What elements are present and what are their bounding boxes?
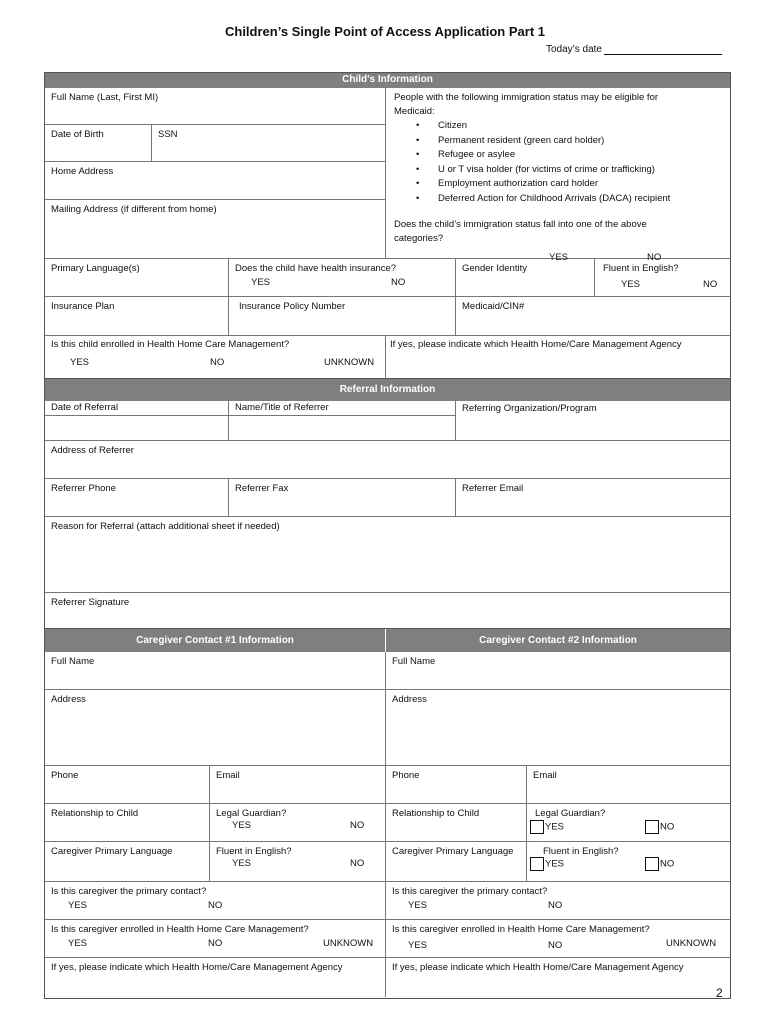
medicaid-cin-label: Medicaid/CIN# — [462, 301, 525, 312]
cg2-fluent-no-checkbox[interactable] — [645, 857, 659, 871]
todays-date-line — [604, 44, 722, 55]
child-hh-agency-label: If yes, please indicate which Health Home/Care Management Agency — [390, 339, 682, 350]
cg2-full-name-field[interactable] — [386, 652, 730, 690]
page-number: 2 — [716, 986, 723, 1000]
cg1-primary-contact-question — [45, 882, 386, 920]
cg1-full-name-field[interactable] — [45, 652, 386, 690]
referrer-fax-field[interactable] — [229, 479, 456, 517]
cg1-primary-language-label: Caregiver Primary Language — [51, 846, 173, 857]
immigration-status-list — [394, 119, 730, 206]
referral-date-label: Date of Referral — [51, 402, 119, 413]
cg1-fluent-english-label: Fluent in English? — [216, 846, 292, 857]
cg2-hh-no-option[interactable]: NO — [548, 940, 563, 951]
child-fluent-no-option[interactable]: NO — [703, 279, 718, 290]
caregiver-contacts-section — [44, 629, 731, 999]
cg2-relationship-field[interactable] — [386, 804, 527, 842]
child-mailing-address-label: Mailing Address (if different from home) — [51, 204, 217, 215]
cg2-phone-label: Phone — [392, 770, 420, 781]
child-section-header: Child’s Information — [45, 73, 730, 88]
child-hh-enrolled-question — [45, 336, 386, 378]
cg2-fluent-yes-label: YES — [545, 858, 565, 870]
cg1-email-field[interactable] — [210, 766, 386, 804]
medicaid-cin-field[interactable] — [456, 297, 730, 336]
cg1-fluent-english-question — [210, 842, 386, 882]
cg2-primary-language-field[interactable] — [386, 842, 527, 882]
gender-identity-label: Gender Identity — [462, 263, 527, 274]
insurance-plan-field[interactable] — [45, 297, 229, 336]
referrer-email-field[interactable] — [456, 479, 730, 517]
immigration-item: • Refugee or asylee — [394, 148, 730, 163]
child-full-name-label: Full Name (Last, First MI) — [51, 92, 159, 103]
cg2-full-name-label: Full Name — [392, 656, 436, 667]
cg1-hh-enrolled-label: Is this caregiver enrolled in Health Home Care Management? — [51, 924, 309, 935]
child-fluent-english-label: Fluent in English? — [603, 263, 679, 274]
cg2-fluent-no-option[interactable] — [645, 857, 674, 872]
child-dob-label: Date of Birth — [51, 129, 104, 140]
immigration-status-block — [386, 88, 730, 263]
cg2-primary-yes-option[interactable]: YES — [408, 900, 428, 911]
cg2-fluent-yes-option[interactable] — [530, 857, 564, 872]
immigration-yes-option[interactable]: YES — [549, 252, 569, 263]
child-information-section — [44, 72, 731, 379]
cg2-fluent-no-label: NO — [660, 858, 675, 870]
health-insurance-question — [229, 259, 456, 297]
health-insurance-no-option[interactable]: NO — [391, 277, 406, 288]
cg1-hh-agency-label: If yes, please indicate which Health Home/Care Management Agency — [51, 962, 343, 973]
cg2-relationship-label: Relationship to Child — [392, 808, 480, 819]
child-hh-no-option[interactable]: NO — [210, 357, 225, 368]
referrer-name-input[interactable] — [229, 416, 456, 441]
referral-date-input[interactable] — [45, 416, 229, 441]
child-fluent-english-question — [595, 259, 730, 297]
cg1-email-label: Email — [216, 770, 240, 781]
referral-date-label-cell — [45, 401, 229, 416]
child-home-address-field[interactable] — [45, 162, 386, 200]
cg2-hh-enrolled-label: Is this caregiver enrolled in Health Home Care Management? — [392, 924, 650, 935]
referral-section-header: Referral Information — [45, 379, 730, 401]
cg1-fluent-yes-option[interactable]: YES — [232, 858, 252, 869]
referral-reason-label: Reason for Referral (attach additional sheet if needed) — [51, 521, 280, 532]
immigration-item: • Citizen — [394, 119, 730, 134]
cg2-hh-enrolled-question — [386, 920, 730, 958]
immigration-question: Does the child’s immigration status fall into one of the above categories? — [394, 219, 647, 244]
referrer-signature-label: Referrer Signature — [51, 597, 130, 608]
page-title: Children’s Single Point of Access Application Part 1 — [224, 24, 545, 39]
cg2-guardian-no-checkbox[interactable] — [645, 820, 659, 834]
cg2-primary-language-label: Caregiver Primary Language — [392, 846, 514, 857]
cg2-primary-contact-question — [386, 882, 730, 920]
gender-identity-field[interactable] — [456, 259, 595, 297]
cg1-fluent-no-option[interactable]: NO — [350, 858, 365, 869]
cg2-guardian-no-label: NO — [660, 821, 675, 833]
cg1-legal-guardian-label: Legal Guardian? — [216, 808, 287, 819]
cg2-primary-no-option[interactable]: NO — [548, 900, 563, 911]
referral-information-section — [44, 379, 731, 629]
cg2-hh-agency-label: If yes, please indicate which Health Home/Care Management Agency — [392, 962, 684, 973]
cg2-legal-guardian-label: Legal Guardian? — [535, 808, 606, 819]
child-ssn-field[interactable] — [152, 125, 386, 162]
cg1-primary-no-option[interactable]: NO — [208, 900, 223, 911]
insurance-plan-label: Insurance Plan — [51, 301, 115, 312]
caregiver1-section-header: Caregiver Contact #1 Information — [45, 629, 386, 652]
immigration-item: • Permanent resident (green card holder) — [394, 134, 730, 149]
cg1-hh-unknown-option[interactable]: UNKNOWN — [323, 938, 374, 949]
cg2-fluent-english-label: Fluent in English? — [543, 846, 619, 857]
immigration-item: • Deferred Action for Childhood Arrivals (DACA) recipient — [394, 192, 730, 207]
todays-date-field[interactable] — [546, 44, 722, 55]
cg2-phone-field[interactable] — [386, 766, 527, 804]
referral-reason-field[interactable] — [45, 517, 730, 593]
referrer-address-field[interactable] — [45, 441, 730, 479]
child-fluent-yes-option[interactable]: YES — [621, 279, 641, 290]
cg2-hh-agency-field[interactable] — [386, 958, 730, 997]
cg2-fluent-english-question — [527, 842, 730, 882]
cg2-fluent-yes-checkbox[interactable] — [530, 857, 544, 871]
referring-org-label: Referring Organization/Program — [462, 403, 597, 414]
child-ssn-label: SSN — [158, 129, 178, 140]
insurance-policy-number-field[interactable] — [229, 297, 456, 336]
cg1-guardian-no-option[interactable]: NO — [350, 820, 365, 831]
child-full-name-field[interactable] — [45, 88, 386, 125]
primary-language-label: Primary Language(s) — [51, 263, 140, 274]
cg1-hh-agency-field[interactable] — [45, 958, 386, 997]
cg1-hh-yes-option[interactable]: YES — [68, 938, 88, 949]
health-insurance-yes-option[interactable]: YES — [251, 277, 271, 288]
immigration-item: • U or T visa holder (for victims of crime or trafficking) — [394, 163, 730, 178]
cg2-hh-yes-option[interactable]: YES — [408, 940, 428, 951]
cg2-hh-unknown-option[interactable]: UNKNOWN — [666, 938, 717, 949]
immigration-no-option[interactable]: NO — [647, 252, 662, 263]
cg2-guardian-yes-checkbox[interactable] — [530, 820, 544, 834]
primary-language-field[interactable] — [45, 259, 229, 297]
child-dob-field[interactable] — [45, 125, 152, 162]
cg2-email-label: Email — [533, 770, 557, 781]
child-home-address-label: Home Address — [51, 166, 114, 177]
referrer-name-label: Name/Title of Referrer — [235, 402, 329, 413]
cg2-address-field[interactable] — [386, 690, 730, 766]
referrer-signature-field[interactable] — [45, 593, 730, 627]
insurance-policy-number-label: Insurance Policy Number — [239, 301, 346, 312]
child-hh-enrolled-label: Is this child enrolled in Health Home Care Management? — [51, 339, 290, 350]
cg2-guardian-no-option[interactable] — [645, 820, 674, 835]
referring-org-field[interactable] — [456, 401, 730, 441]
cg1-legal-guardian-question — [210, 804, 386, 842]
cg2-address-label: Address — [392, 694, 427, 705]
cg1-phone-field[interactable] — [45, 766, 210, 804]
cg2-legal-guardian-question — [527, 804, 730, 842]
cg1-phone-label: Phone — [51, 770, 79, 781]
cg1-guardian-yes-option[interactable]: YES — [232, 820, 252, 831]
immigration-intro: People with the following immigration status may be eligible for Medicaid: — [394, 92, 659, 117]
cg2-guardian-yes-label: YES — [545, 821, 565, 833]
cg1-address-field[interactable] — [45, 690, 386, 766]
cg1-primary-contact-label: Is this caregiver the primary contact? — [51, 886, 207, 897]
referrer-name-label-cell — [229, 401, 456, 416]
todays-date-label: Today’s date — [546, 44, 602, 55]
cg1-primary-language-field[interactable] — [45, 842, 210, 882]
referrer-address-label: Address of Referrer — [51, 445, 134, 456]
cg1-full-name-label: Full Name — [51, 656, 95, 667]
referrer-email-label: Referrer Email — [462, 483, 524, 494]
child-hh-agency-field[interactable] — [386, 336, 730, 378]
referrer-fax-label: Referrer Fax — [235, 483, 289, 494]
cg2-primary-contact-label: Is this caregiver the primary contact? — [392, 886, 548, 897]
child-hh-yes-option[interactable]: YES — [70, 357, 90, 368]
immigration-item: • Employment authorization card holder — [394, 177, 730, 192]
caregiver2-section-header: Caregiver Contact #2 Information — [386, 629, 730, 652]
cg1-hh-no-option[interactable]: NO — [208, 938, 223, 949]
cg1-relationship-label: Relationship to Child — [51, 808, 139, 819]
cg2-email-field[interactable] — [527, 766, 730, 804]
health-insurance-label: Does the child have health insurance? — [235, 263, 397, 274]
child-hh-unknown-option[interactable]: UNKNOWN — [324, 357, 375, 368]
cg1-hh-enrolled-question — [45, 920, 386, 958]
referrer-phone-field[interactable] — [45, 479, 229, 517]
cg1-address-label: Address — [51, 694, 86, 705]
child-mailing-address-field[interactable] — [45, 200, 386, 259]
cg2-guardian-yes-option[interactable] — [530, 820, 564, 835]
cg1-primary-yes-option[interactable]: YES — [68, 900, 88, 911]
cg1-relationship-field[interactable] — [45, 804, 210, 842]
referrer-phone-label: Referrer Phone — [51, 483, 116, 494]
